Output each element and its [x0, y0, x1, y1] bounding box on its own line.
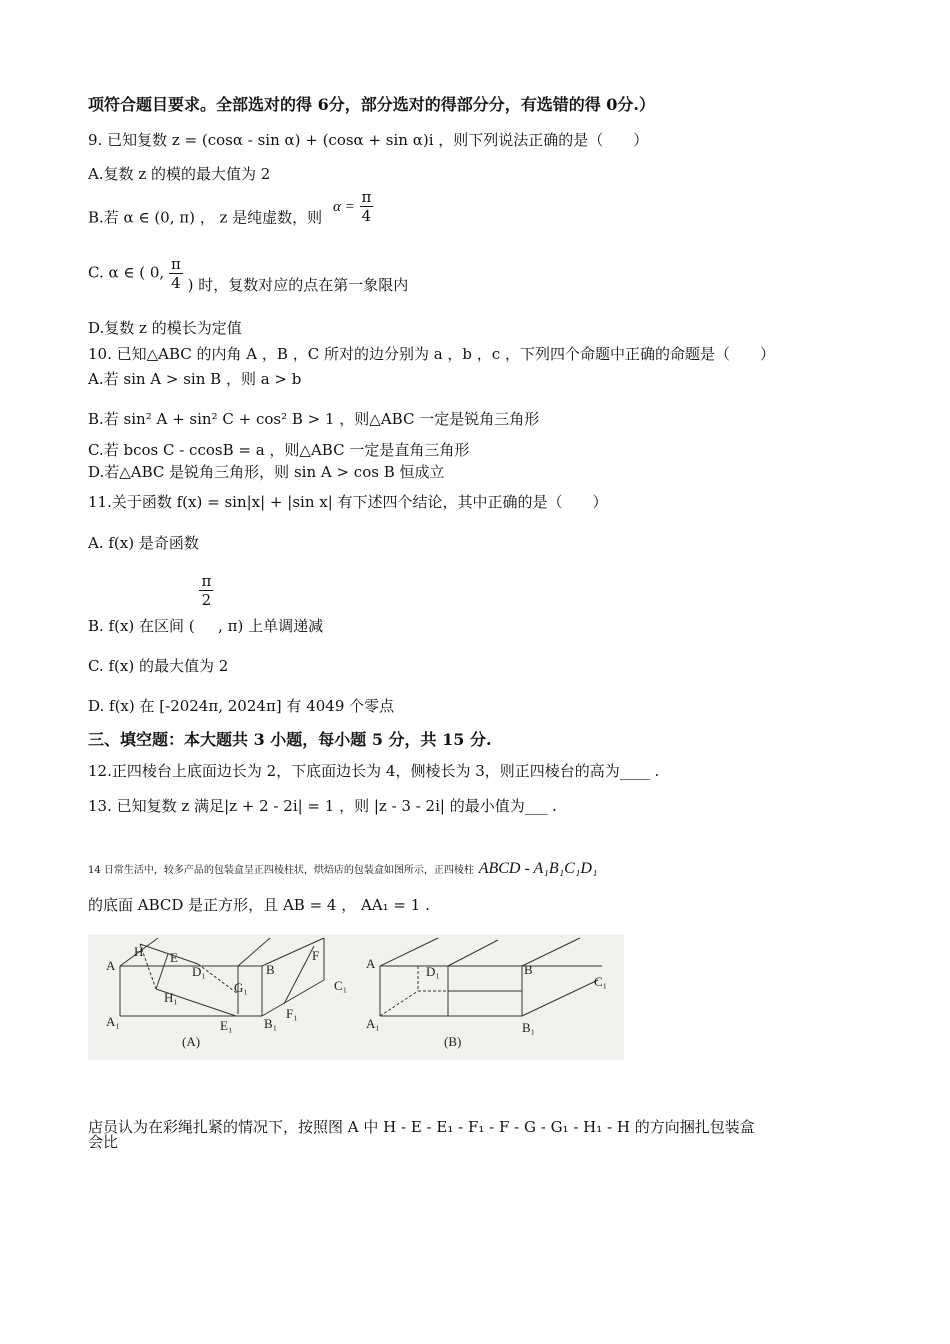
q10-stem: 10. 已知△ABC 的内角 A ，B ，C 所对的边分别为 a ，b ，c ，下列四个命题中正确的命题是（ ）: [88, 345, 775, 363]
svg-text:H: H: [134, 944, 144, 959]
q12-stem: 12.正四棱台上底面边长为 2，下底面边长为 4，侧棱长为 3，则正四棱台的高为____ .: [88, 762, 660, 780]
q11-b-den: 2: [201, 591, 212, 609]
q11-b-pre: B. f(x) 在区间 (: [88, 616, 195, 635]
svg-text:B₁: B₁: [522, 1020, 536, 1035]
svg-text:E: E: [170, 950, 178, 965]
q14-line1: [88, 858, 598, 881]
svg-text:D₁: D₁: [426, 964, 440, 979]
q9-option-d: D.复数 z 的模长为定值: [88, 319, 242, 337]
q9-option-a: A.复数 z 的模的最大值为 2: [88, 165, 271, 183]
figure-a-caption: (A): [182, 1034, 201, 1049]
q14-line1-text: 14 日常生活中，较多产品的包装盒呈正四棱柱状，烘焙店的包装盒如图所示，正四棱柱: [88, 865, 474, 876]
q11-option-a: A. f(x) 是奇函数: [88, 534, 199, 552]
svg-text:A: A: [366, 956, 376, 971]
q9-b-num: π: [361, 188, 372, 206]
packaging-box-figure: [88, 934, 624, 1060]
q9-b-den: 4: [361, 207, 372, 225]
q11-b-post: , π) 上单调递减: [218, 616, 324, 635]
q10-option-b: B.若 sin² A + sin² C + cos² B > 1 ，则△ABC 一定是锐角三角形: [88, 410, 540, 428]
svg-text:A₁: A₁: [366, 1016, 380, 1031]
q10-option-c: C.若 bcos C - ccosB = a ，则△ABC 一定是直角三角形: [88, 441, 470, 459]
q14-line3: 店员认为在彩绳扎紧的情况下，按照图 A 中 H - E - E₁ - F₁ - F - G - G₁ - H₁ - H 的方向捆扎包装盒: [88, 1118, 755, 1136]
q11-option-d: D. f(x) 在 [-2024π, 2024π] 有 4049 个零点: [88, 697, 395, 715]
q9-option-c: [88, 255, 408, 292]
q13-stem: 13. 已知复数 z 满足|z + 2 - 2i| = 1 ，则 |z - 3 - 2i| 的最小值为___ .: [88, 797, 557, 815]
q11-b-fraction: [199, 572, 213, 609]
q9-stem: 9. 已知复数 z = (cosα - sin α) + (cosα + sin α)i ，则下列说法正确的是（ ）: [88, 131, 649, 149]
q9-c-num: π: [170, 255, 181, 273]
section-instruction: 项符合题目要求。全部选对的得 6分，部分选对的得部分分，有选错的得 0分.）: [88, 95, 655, 114]
q14-line1-math: ABCD - A₁B₁C₁D₁: [478, 860, 598, 877]
svg-text:E₁: E₁: [220, 1018, 233, 1033]
svg-text:B₁: B₁: [264, 1016, 278, 1031]
svg-text:G₁: G₁: [234, 980, 248, 995]
q10-option-d: D.若△ABC 是锐角三角形，则 sin A > cos B 恒成立: [88, 463, 445, 481]
q11-option-c: C. f(x) 的最大值为 2: [88, 657, 229, 675]
section-title: 三、填空题：本大题共 3 小题，每小题 5 分，共 15 分.: [88, 730, 492, 749]
q11-stem: 11.关于函数 f(x) = sin|x| + |sin x| 有下述四个结论，其中正确的是（ ）: [88, 493, 608, 511]
q9-c-pre: C. α ∈ ( 0,: [88, 263, 165, 282]
svg-text:B: B: [266, 962, 275, 977]
q9-option-b: [88, 188, 373, 237]
svg-text:F: F: [312, 948, 320, 963]
q9-c-post: ) 时，复数对应的点在第一象限内: [187, 275, 409, 294]
svg-text:B: B: [524, 962, 533, 977]
svg-text:H₁: H₁: [164, 990, 178, 1005]
svg-text:F₁: F₁: [286, 1006, 298, 1021]
q9-option-b-alpha: [332, 188, 373, 225]
q10-option-a: A.若 sin A > sin B ，则 a > b: [88, 370, 302, 388]
figure-b-caption: (B): [444, 1034, 462, 1049]
svg-text:A: A: [106, 958, 116, 973]
svg-text:A₁: A₁: [106, 1014, 120, 1029]
svg-text:D₁: D₁: [192, 964, 206, 979]
svg-text:C₁: C₁: [334, 978, 348, 993]
q9-b-fraction: [360, 188, 374, 225]
q9-option-b-text: B.若 α ∈ (0, π) ， z 是纯虚数，则: [88, 208, 323, 227]
svg-text:C₁: C₁: [594, 974, 608, 989]
q9-c-fraction: [169, 255, 183, 292]
q14-line4: 会比: [88, 1133, 119, 1151]
q11-b-num: π: [201, 572, 212, 590]
q14-line2: 的底面 ABCD 是正方形，且 AB = 4 ， AA₁ = 1 .: [88, 896, 430, 914]
q9-b-lhs: α =: [332, 198, 355, 215]
q9-c-den: 4: [171, 274, 181, 292]
box-diagrams-svg: [88, 934, 624, 1060]
q11-option-b: [88, 572, 324, 635]
